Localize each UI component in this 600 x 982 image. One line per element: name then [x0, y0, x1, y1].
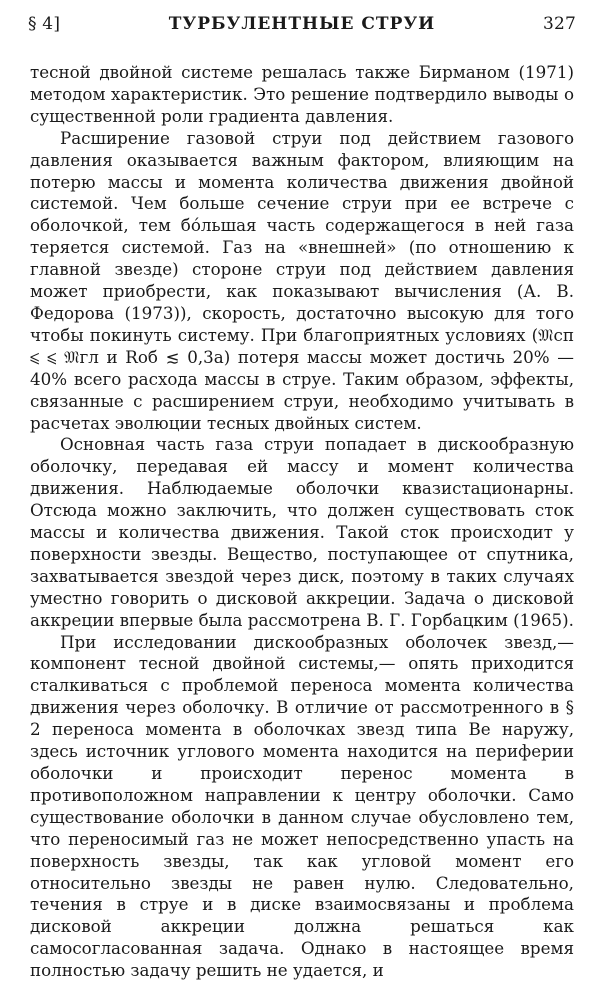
paragraph-disk-accretion: Основная часть газа струи попадает в дискообразную оболочку, передавая ей массу и момент количества движения. Наблюдаемые оболочки квазистационарны. Отсюда можно заключить, что должен существовать сток массы и количества движения. Такой сток происходит у поверхности звезды. Вещество, поступающее от спутника, захватывается звездой через диск, поэтому в таких случаях уместно говорить о дисковой аккреции. Задача о дисковой аккреции впервые была рассмотрена В. Г. Горбацким (1965).	[30, 434, 574, 630]
paragraph-angular-momentum: При исследовании дискообразных оболочек звезд,— компонент тесной двойной системы,— опять приходится сталкиваться с проблемой переноса момента количества движения через оболочку. В отличие от рассмотренного в § 2 переноса момента в оболочках звезд типа Be наружу, здесь источник углового момента находится на периферии оболочки и происходит перенос момента в противоположном направлении к центру оболочки. Само существование оболочки в данном случае обусловлено тем, что переносимый газ не может непосредственно упасть на поверхность звезды, так как угловой момент его относительно звезды не равен нулю. Следовательно, течения в струе и в диске взаимосвязаны и проблема дисковой аккреции должна решаться как самосогласованная задача. Однако в настоящее время полностью задачу решить не удается, и	[30, 631, 574, 981]
paragraph-continuation: тесной двойной системе решалась также Бирманом (1971) методом характеристик. Это решение подтвердило выводы о существенной роли градиента давления.	[30, 62, 574, 126]
section-marker: § 4]	[28, 14, 61, 34]
running-header	[28, 14, 576, 40]
paragraph-jet-expansion: Расширение газовой струи под действием газового давления оказывается важным фактором, влияющим на потерю массы и момента количества движения двойной системой. Чем больше сечение струи при ее встрече с оболочкой, тем бо́льшая часть содержащегося в ней газа теряется системой. Газ на «внешней» (по отношению к главной звезде) стороне струи под действием давления может приобрести, как показывают вычисления (А. В. Федорова (1973)), скорость, достаточно высокую для того чтобы покинуть систему. При благоприятных условиях (𝔐сп ⩽ ⩽ 𝔐гл и Rоб ≲ 0,3a) потеря массы может достичь 20% — 40% всего расхода массы в струе. Таким образом, эффекты, связанные с расширением струи, необходимо учитывать в расчетах эволюции тесных двойных систем.	[30, 127, 574, 433]
running-title: ТУРБУЛЕНТНЫЕ СТРУИ	[168, 14, 436, 34]
page-number: 327	[542, 14, 576, 34]
body-text	[30, 62, 574, 981]
